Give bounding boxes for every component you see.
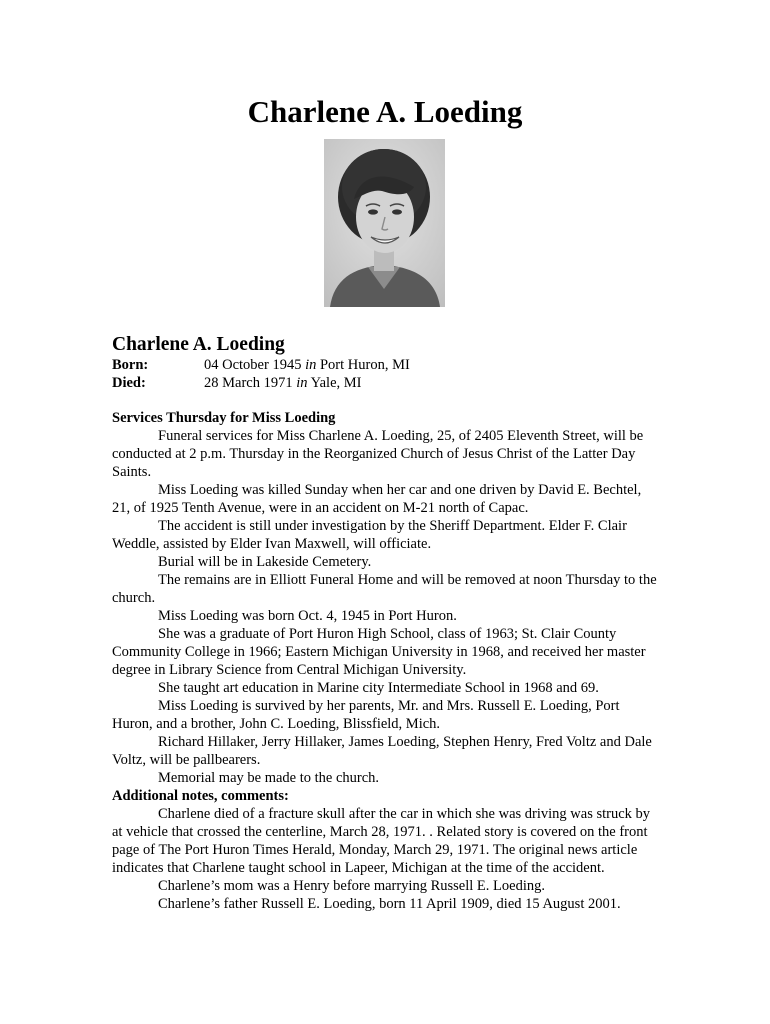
born-place: Port Huron, MI bbox=[319, 357, 410, 373]
notes-paragraph: Charlene died of a fracture skull after the car in which she was driving was struck by at vehicle that crossed the centerline, March 28, 1971. . Related story is covered on the front page of The Port Huron Times Herald, Monday, March 29, 1971. The original news article indicates that Charlene taught school in Lapeer, Michigan at the time of the accident. bbox=[112, 806, 651, 876]
notes-paragraph: Charlene’s mom was a Henry before marrying Russell E. Loeding. bbox=[158, 878, 545, 894]
obituary-paragraph: Richard Hillaker, Jerry Hillaker, James Loeding, Stephen Henry, Fred Voltz and Dale Voltz, will be pallbearers. bbox=[112, 734, 652, 768]
born-value bbox=[204, 356, 410, 374]
obituary-paragraph: Memorial may be made to the church. bbox=[158, 770, 380, 786]
obituary-heading: Services Thursday for Miss Loeding bbox=[112, 410, 336, 426]
died-row bbox=[112, 374, 652, 392]
obituary-paragraph: The accident is still under investigation by the Sheriff Department. Elder F. Clair Weddle, assisted by Elder Ivan Maxwell, will officiate. bbox=[112, 518, 627, 552]
born-label: Born: bbox=[112, 357, 149, 373]
died-label: Died: bbox=[112, 375, 146, 391]
obituary-paragraph: Miss Loeding was born Oct. 4, 1945 in Port Huron. bbox=[158, 608, 457, 624]
died-place: Yale, MI bbox=[310, 375, 362, 391]
vital-facts bbox=[112, 356, 652, 392]
died-in-word: in bbox=[296, 375, 308, 391]
portrait-photo bbox=[324, 139, 445, 307]
obituary-paragraph: The remains are in Elliott Funeral Home and will be removed at noon Thursday to the church. bbox=[112, 572, 657, 606]
obituary-paragraph: She taught art education in Marine city Intermediate School in 1968 and 69. bbox=[158, 680, 599, 696]
obituary-text bbox=[112, 409, 660, 913]
obituary-paragraph: Burial will be in Lakeside Cemetery. bbox=[158, 554, 372, 570]
notes-paragraph: Charlene’s father Russell E. Loeding, born 11 April 1909, died 15 August 2001. bbox=[158, 896, 621, 912]
obituary-paragraph: Funeral services for Miss Charlene A. Loeding, 25, of 2405 Eleventh Street, will be conducted at 2 p.m. Thursday in the Reorganized Church of Jesus Christ of the Latter Day Saints. bbox=[112, 428, 644, 480]
section-title: Charlene A. Loeding bbox=[112, 334, 285, 355]
page-title: Charlene A. Loeding bbox=[247, 94, 523, 129]
died-value bbox=[204, 374, 362, 392]
notes-heading: Additional notes, comments: bbox=[112, 788, 289, 804]
born-row bbox=[112, 356, 652, 374]
died-date: 28 March 1971 bbox=[204, 375, 293, 391]
obituary-paragraph: Miss Loeding was killed Sunday when her car and one driven by David E. Bechtel, 21, of 1925 Tenth Avenue, were in an accident on M-21 north of Capac. bbox=[112, 482, 642, 516]
obituary-paragraph: Miss Loeding is survived by her parents, Mr. and Mrs. Russell E. Loeding, Port Huron, and a brother, John C. Loeding, Blissfield, Mich. bbox=[112, 698, 620, 732]
born-date: 04 October 1945 bbox=[204, 357, 302, 373]
obituary-paragraph: She was a graduate of Port Huron High School, class of 1963; St. Clair County Community College in 1966; Eastern Michigan University in 1968, and received her master degree in Library Science from Central Michigan University. bbox=[112, 626, 646, 678]
portrait-image bbox=[324, 139, 445, 307]
born-in-word: in bbox=[305, 357, 317, 373]
